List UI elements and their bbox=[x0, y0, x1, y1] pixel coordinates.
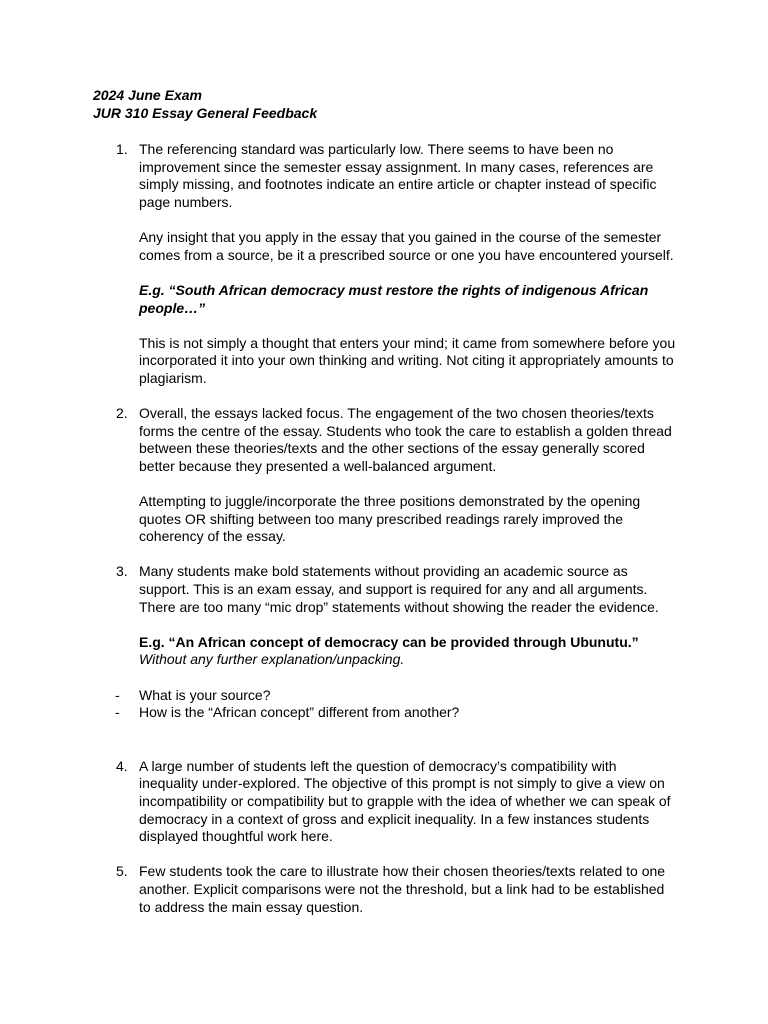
item-number: 5. bbox=[116, 863, 128, 880]
item-number: 1. bbox=[116, 141, 128, 158]
example-note: Without any further explanation/unpacking. bbox=[139, 651, 405, 668]
question-item bbox=[93, 687, 678, 705]
item-number: 2. bbox=[116, 405, 128, 422]
feedback-list bbox=[93, 141, 678, 916]
example-quote: E.g. “An African concept of democracy can be provided through Ubunutu.” bbox=[139, 633, 639, 650]
feedback-item-2 bbox=[93, 405, 678, 546]
feedback-item-1 bbox=[93, 141, 678, 387]
feedback-title: JUR 310 Essay General Feedback bbox=[93, 104, 318, 121]
item-paragraph: This is not simply a thought that enters your mind; it came from somewhere before you incorporated it into your own thinking and writing. Not citing it appropriately amounts to plagiarism. bbox=[139, 334, 676, 386]
exam-title: 2024 June Exam bbox=[93, 87, 202, 103]
item-number: 3. bbox=[116, 563, 128, 580]
feedback-item-4 bbox=[93, 758, 678, 846]
item-paragraph: Overall, the essays lacked focus. The engagement of the two chosen theories/texts forms the centre of the essay. Students who took the care to establish a golden thread between these theories/texts and the other sections of the essay generally scored better because they presented a well-balanced argument. bbox=[139, 405, 672, 474]
item-paragraph: Any insight that you apply in the essay that you gained in the course of the semester comes from a source, be it a prescribed source or one you have encountered yourself. bbox=[139, 229, 674, 263]
item-paragraph: Attempting to juggle/incorporate the three positions demonstrated by the opening quotes OR shifting between too many prescribed readings rarely improved the coherency of the essay. bbox=[139, 493, 641, 545]
question-list bbox=[93, 687, 678, 722]
example-quote: E.g. “South African democracy must restore the rights of indigenous African people…” bbox=[139, 281, 649, 316]
document-page bbox=[93, 87, 678, 916]
question-text: How is the “African concept” different from another? bbox=[139, 704, 460, 721]
item-paragraph: Many students make bold statements without providing an academic source as support. This is an exam essay, and support is required for any and all arguments. There are too many “mic drop” statements without showing the reader the evidence. bbox=[139, 563, 659, 615]
feedback-item-5 bbox=[93, 863, 678, 916]
item-paragraph: Few students took the care to illustrate how their chosen theories/texts related to one another. Explicit comparisons were not the threshold, but a link had to be established to address the main essay question. bbox=[139, 863, 666, 915]
feedback-item-3 bbox=[93, 563, 678, 669]
item-number: 4. bbox=[116, 757, 128, 774]
dash-marker: - bbox=[115, 686, 120, 703]
item-paragraph: The referencing standard was particularly low. There seems to have been no improvement since the semester essay assignment. In many cases, references are simply missing, and footnotes indicate an entire article or chapter instead of specific page numbers. bbox=[139, 141, 657, 210]
question-text: What is your source? bbox=[139, 686, 271, 703]
item-paragraph: A large number of students left the question of democracy’s compatibility with inequality under-explored. The objective of this prompt is not simply to give a view on incompatibility or compatibility but to grapple with the idea of whether we can speak of democracy in a context of gross and explicit inequality. In a few instances students displayed thoughtful work here. bbox=[139, 757, 671, 845]
question-item bbox=[93, 704, 678, 722]
dash-marker: - bbox=[115, 704, 120, 721]
